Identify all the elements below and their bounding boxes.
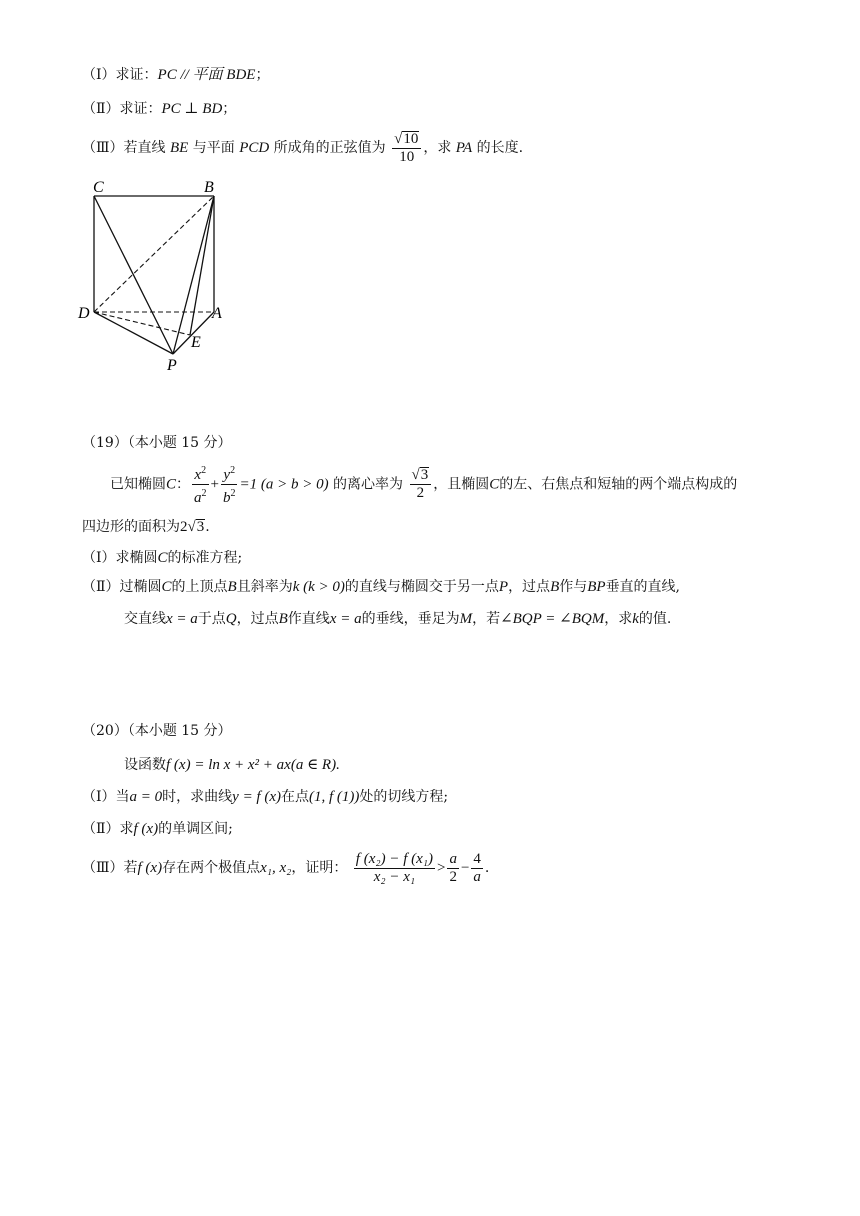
label-A: A <box>212 305 222 322</box>
q19-part2: （Ⅱ）过椭圆C的上顶点B且斜率为k (k > 0)的直线与椭圆交于另一点P，过点B作与BP垂直的直线, <box>82 579 681 595</box>
q18-part2: （Ⅱ）求证：PC ⊥ BD； <box>82 101 237 117</box>
q18-part3: （Ⅲ）若直线 BE 与平面 PCD 所成角的正弦值为 $\frac{√10}{10}$ ，求 PA 的长度. <box>82 130 524 165</box>
edge-DB <box>94 196 214 312</box>
x-over-a-fraction: $\frac{x^2}{a^2}$ <box>192 462 209 507</box>
edge-CP <box>94 196 173 354</box>
label-C: C <box>93 179 104 196</box>
q18-part1: （Ⅰ）求证：PC // 平面 BDE； <box>82 67 270 83</box>
eccentricity-fraction: $\frac{√3}{2}$ <box>410 467 432 502</box>
sine-fraction: $\frac{√10}{10}$ <box>392 131 421 166</box>
q20-part3: （Ⅲ）若f (x)存在两个极值点x₁, x₂，证明： $\frac{\text{f (x₂) − f (x₁)}}{\text{x₂ − x₁}}$ > $\frac{a}{2}$ − $\frac{4}{a}$ . <box>82 850 490 885</box>
y-over-b-fraction: $\frac{y^2}{b^2}$ <box>221 462 238 507</box>
q19-intro-line2: 四边形的面积为2√3. <box>82 519 210 535</box>
label-B: B <box>204 179 214 196</box>
edge-DP <box>94 312 173 354</box>
pyramid-figure <box>70 175 240 375</box>
4-over-a-fraction: $\frac{4}{a}$ <box>473 850 481 885</box>
a-over-2-fraction: $\frac{a}{2}$ <box>449 850 457 885</box>
edge-BP <box>173 196 214 354</box>
q20-part2: （Ⅱ）求f (x)的单调区间; <box>82 821 233 837</box>
label-D: D <box>78 305 90 322</box>
label-P: P <box>167 357 177 374</box>
q19-intro: 已知椭圆C： $\frac{x^2}{a^2}$ + $\frac{y^2}{b^2}$ =1 (a > b > 0) 的离心率为 $\frac{√3}{2}$ ，且椭圆C的左、右焦点和短轴的两个端点构成的 <box>110 462 737 507</box>
edge-DE <box>94 312 190 335</box>
q19-header: （19）（本小题 15 分） <box>82 435 232 451</box>
edge-BE <box>190 196 214 335</box>
label-E: E <box>191 334 201 351</box>
q20-part1: （Ⅰ）当a = 0时，求曲线y = f (x)在点(1, f (1))处的切线方程; <box>82 789 449 805</box>
difference-quotient-fraction: $\frac{\text{f (x₂) − f (x₁)}}{\text{x₂ − x₁}}$ <box>355 850 433 885</box>
q20-header: （20）（本小题 15 分） <box>82 723 232 739</box>
q19-part1: （Ⅰ）求椭圆C的标准方程; <box>82 550 243 566</box>
q19-part2-line2: 交直线x = a于点Q，过点B作直线x = a的垂线，垂足为M，若∠BQP = ∠BQM，求k的值. <box>124 611 672 627</box>
q20-intro: 设函数f (x) = ln x + x² + ax(a ∈ R). <box>124 757 340 773</box>
